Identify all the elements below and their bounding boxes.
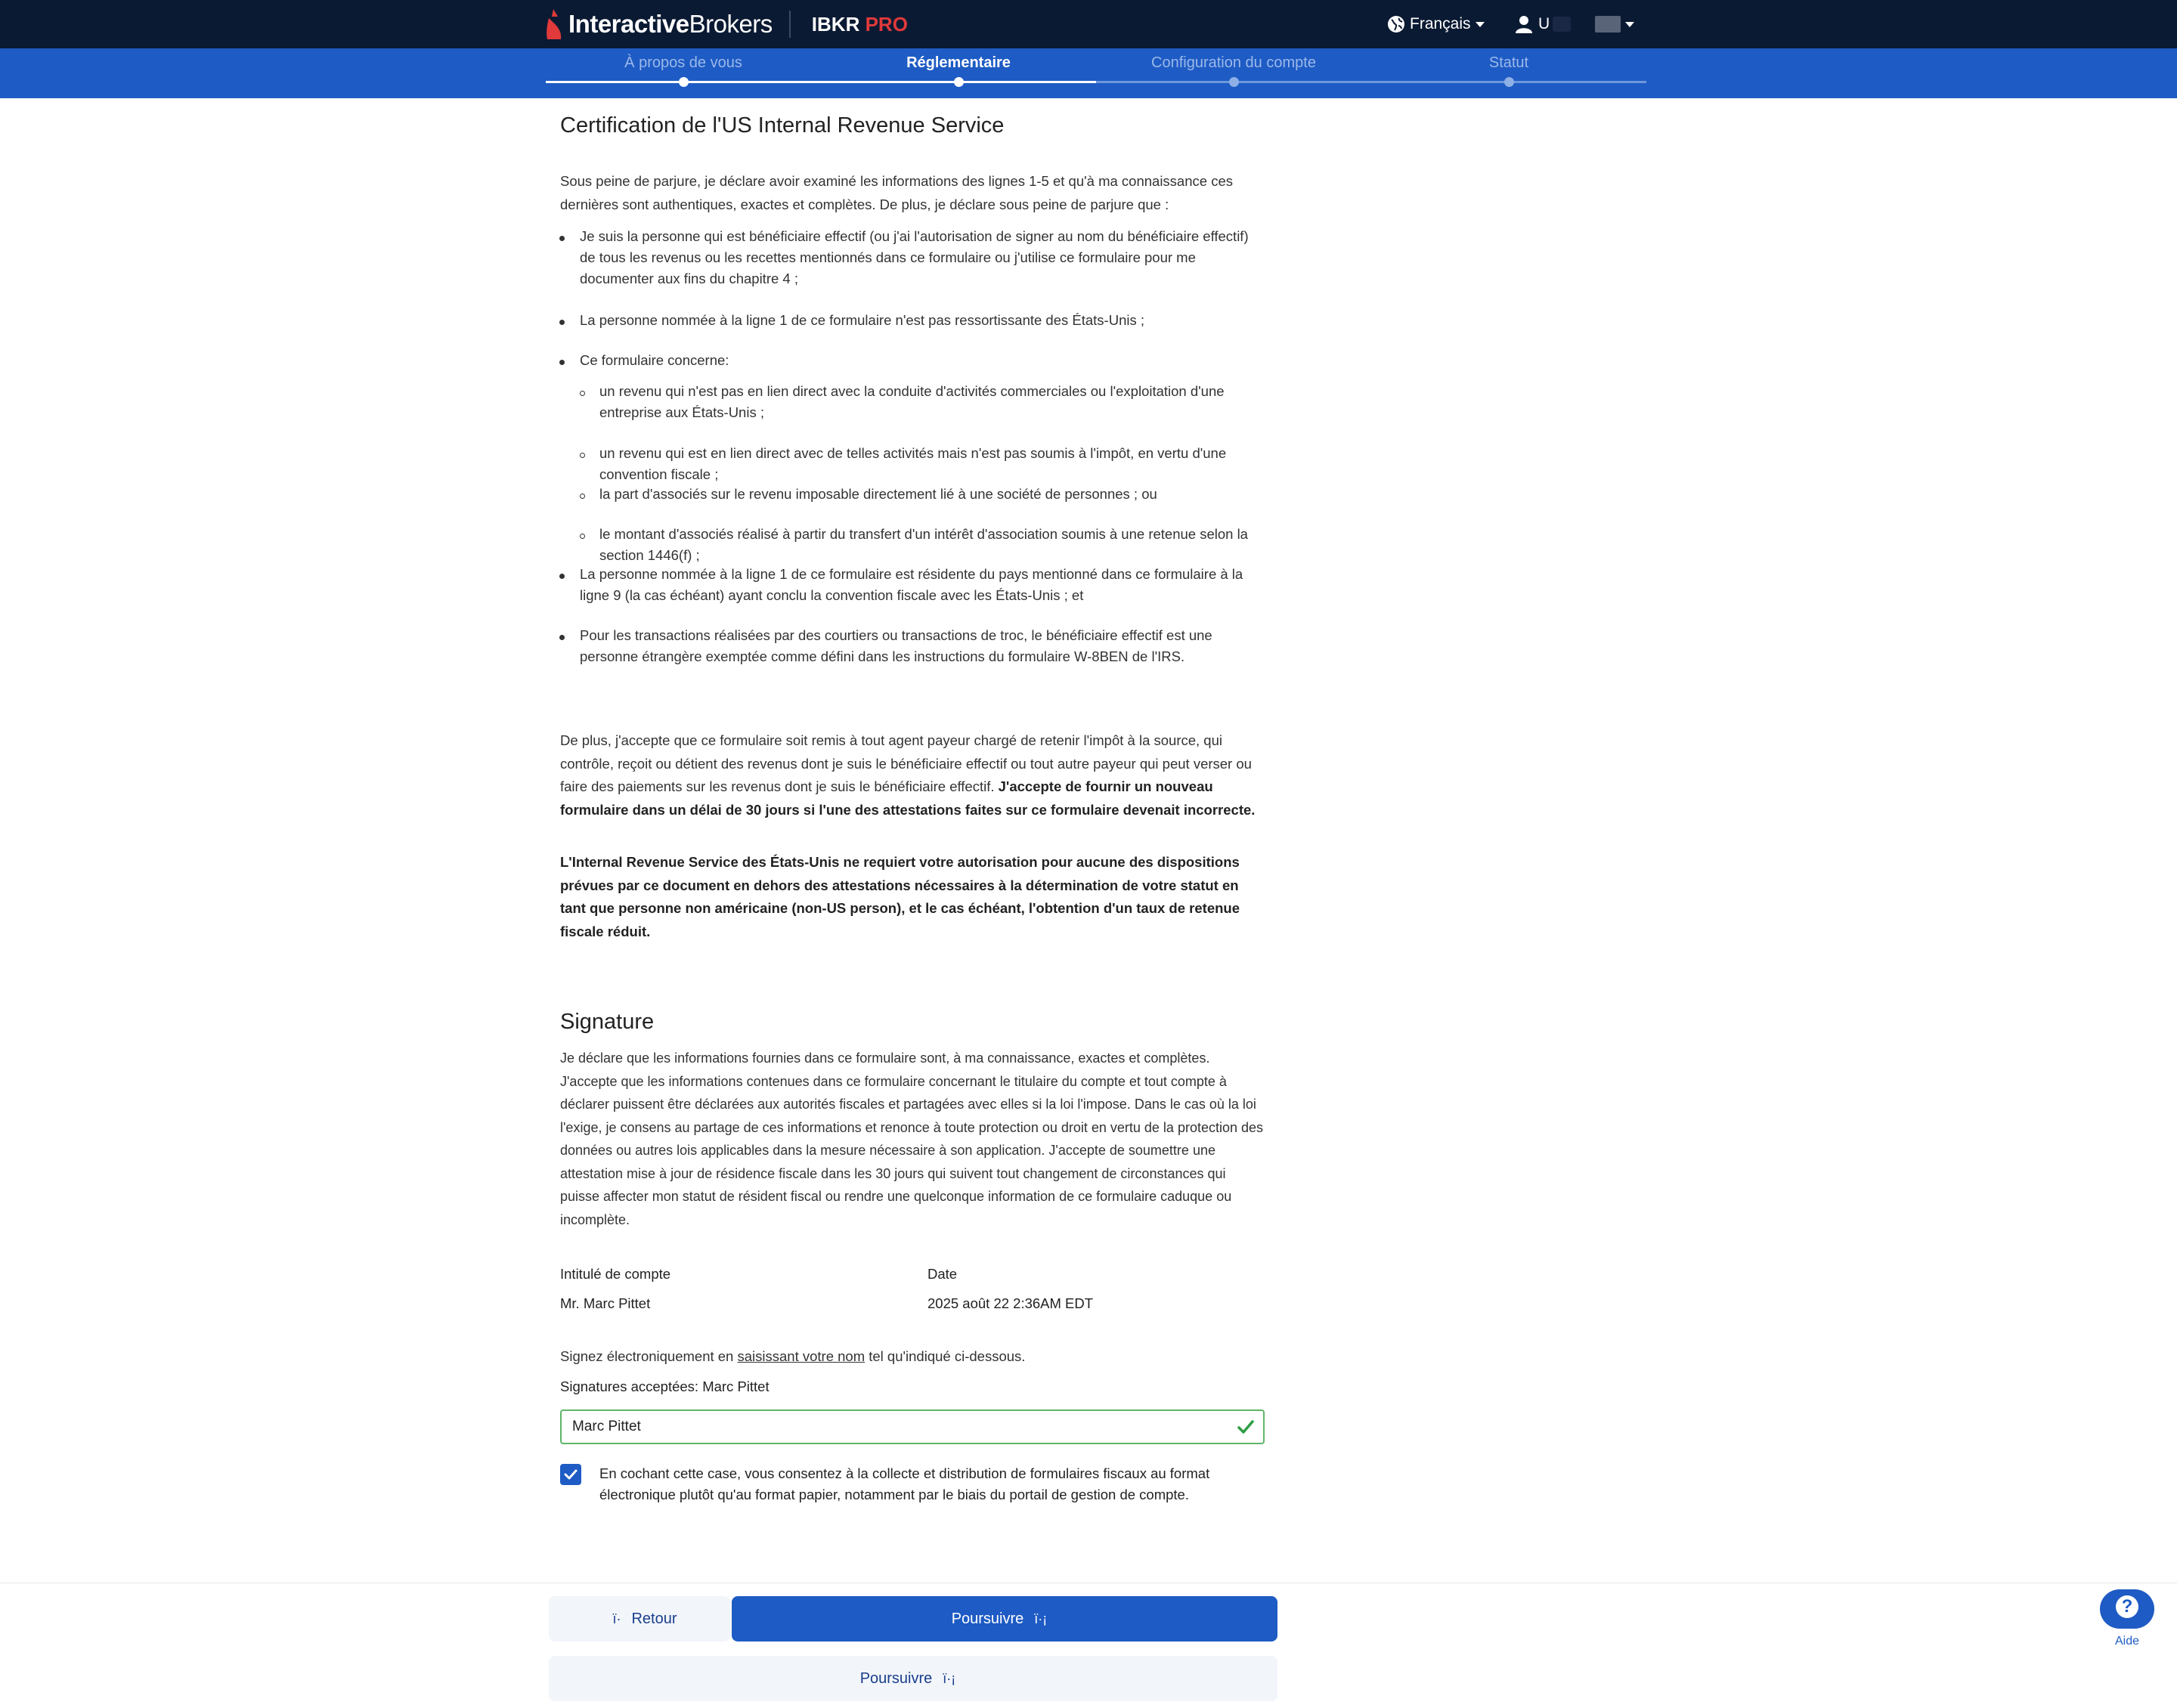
certification-intro: Sous peine de parjure, je déclare avoir examiné les informations des lignes 1-5 et qu'à ma connaissance ces dernières sont authentiques, exactes et complètes. De plus, je déclare sous peine de parjure que : [560, 173, 1233, 212]
continue-button-secondary-label: Poursuivre [859, 1669, 933, 1687]
certification-item-1: Je suis la personne qui est bénéficiaire effectif (ou j'ai l'autorisation de signer au nom du bénéficiaire effectif) de tous les revenus ou les recettes mentionnés dans ce formulaire ou j'utilise ce formulaire pour me documenter aux fins du chapitre 4 ; [580, 228, 1249, 286]
back-button[interactable] [549, 1596, 730, 1641]
certification-title: Certification de l'US Internal Revenue Service [560, 113, 1005, 138]
step-dot-active [954, 77, 964, 87]
account-title-label: Intitulé de compte [560, 1266, 671, 1282]
brand-logo[interactable] [546, 9, 908, 39]
sub-bullet [580, 494, 585, 499]
bullet [559, 360, 565, 365]
consent-checkbox[interactable] [560, 1464, 581, 1485]
bullet [559, 236, 565, 241]
consent-label[interactable]: En cochant cette case, vous consentez à la collecte et distribution de formulaires fiscaux au format électronique plutôt qu'au format papier, notamment par le biais du portail de gestion de compte. [599, 1465, 1210, 1502]
sub-bullet [580, 391, 585, 396]
continue-button[interactable] [732, 1596, 1277, 1641]
bullet [559, 635, 565, 640]
arrow-left-icon: ï· [612, 1611, 621, 1626]
step-status: Statut [1488, 54, 1529, 71]
signature-title: Signature [560, 1010, 655, 1034]
sign-instructions: Signez électroniquement en saisissant votre nom tel qu'indiqué ci-dessous. [560, 1348, 1026, 1364]
step-dot-todo [1504, 77, 1514, 87]
language-label: Français [1410, 15, 1471, 32]
globe-icon [1387, 15, 1405, 33]
signature-input[interactable] [560, 1409, 1265, 1444]
certification-item-5: Pour les transactions réalisées par des courtiers ou transactions de troc, le bénéficiaire effectif est une personne étrangère exemptée comme défini dans les instructions du formulaire W-8BEN de l'IRS. [580, 627, 1212, 664]
continue-button-secondary[interactable] [549, 1656, 1277, 1701]
sub-bullet [580, 453, 585, 458]
certification-item-2: La personne nommée à la ligne 1 de ce formulaire n'est pas ressortissante des États-Unis ; [580, 312, 1145, 328]
signature-input-value: Marc Pittet [572, 1419, 641, 1434]
language-selector[interactable] [1387, 11, 1485, 38]
certification-item-3: Ce formulaire concerne: [580, 352, 729, 368]
certification-item-4: La personne nommée à la ligne 1 de ce formulaire est résidente du pays mentionné dans ce formulaire à la ligne 9 (la cas échéant) ayant conclu la convention fiscale avec les États-Unis ; et [580, 566, 1243, 603]
chevron-down-icon [1476, 22, 1485, 27]
certification-subitem-2: un revenu qui est en lien direct avec de telles activités mais n'est pas soumis à l'impôt, en vertu d'une convention fiscale ; [599, 445, 1227, 482]
user-menu[interactable] [1516, 11, 1571, 38]
account-title-value: Mr. Marc Pittet [560, 1295, 651, 1311]
account-menu[interactable] [1595, 11, 1634, 38]
back-button-label: Retour [631, 1610, 677, 1627]
question-icon: ? [2116, 1595, 2138, 1618]
continue-button-label: Poursuivre [951, 1610, 1024, 1627]
step-dot-done [679, 77, 689, 87]
certification-subitem-3: la part d'associés sur le revenu imposable directement lié à une société de personnes ; ou [599, 486, 1157, 502]
accepted-signatures: Signatures acceptées: Marc Pittet [560, 1378, 770, 1394]
checkmark-valid-icon [1237, 1419, 1254, 1435]
step-regulatory[interactable]: Réglementaire [906, 54, 1011, 71]
sign-instructions-link[interactable]: saisissant votre nom [737, 1348, 866, 1364]
arrow-right-icon: ï·¡ [1034, 1611, 1048, 1626]
chevron-down-icon [1625, 22, 1634, 27]
certification-subitem-4: le montant d'associés réalisé à partir du transfert d'un intérêt d'association soumis à une retenue selon la section 1446(f) ; [599, 526, 1248, 563]
flag-logo-icon [546, 9, 562, 39]
help-button[interactable] [2100, 1589, 2154, 1635]
checkmark-icon [560, 1464, 581, 1485]
account-badge [1595, 16, 1621, 32]
product-name: IBKR PRO [811, 12, 908, 36]
chat-bubble-icon [2100, 1589, 2154, 1629]
progress-line-todo [1096, 81, 1646, 83]
step-dot-todo [1229, 77, 1239, 87]
step-about-you[interactable]: À propos de vous [624, 54, 742, 71]
user-icon [1516, 15, 1532, 33]
brand-name: InteractiveBrokers [568, 10, 773, 38]
arrow-right-icon: ï·¡ [943, 1670, 956, 1686]
bullet [559, 574, 565, 579]
date-label: Date [927, 1266, 958, 1282]
signature-declaration: Je déclare que les informations fournies dans ce formulaire sont, à ma connaissance, exactes et complètes. J'accepte que les informations contenues dans ce formulaire concernant le titulaire du compte et tout compte à déclarer puissent être déclarées aux autorités fiscales et partagées avec elles si la loi l'impose. Dans le cas où la loi l'exige, je consens au partage de ces informations et renonce à toute protection ou droit en vertu de la protection des données ou autres lois applicables dans la mesure nécessaire à son application. J'accepte de soumettre une attestation mise à jour de résidence fiscale dans les 30 jours qui suivent tout changement de circonstances qui puisse affecter mon statut de résident fiscal ou rendre une quelconque information de ce formulaire caduque ou incomplète. [560, 1050, 1264, 1227]
step-account-config: Configuration du compte [1151, 54, 1316, 71]
help-label[interactable]: Aide [2114, 1635, 2140, 1648]
progress-line-done [546, 81, 1096, 83]
certification-paragraph-2: L'Internal Revenue Service des États-Unis ne requiert votre autorisation pour aucune des dispositions prévues par ce document en dehors des attestations nécessaires à la détermination de votre statut en tant que personne non américaine (non-US person), et le cas échéant, l'obtention d'un taux de retenue fiscale réduit. [560, 854, 1240, 939]
date-value: 2025 août 22 2:36AM EDT [927, 1295, 1094, 1311]
certification-paragraph-1: De plus, j'accepte que ce formulaire soit remis à tout agent payeur chargé de retenir l'impôt à la source, qui contrôle, reçoit ou détient des revenus dont je suis le bénéficiaire effectif ou tout autre payeur qui peut verser ou faire des paiements sur les revenus dont je suis le bénéficiaire effectif. J'accepte de fournir un nouveau formulaire dans un délai de 30 jours si l'une des attestations faites sur ce formulaire devenait incorrecte. [560, 732, 1256, 818]
sub-bullet [580, 534, 585, 539]
top-navbar [0, 0, 2177, 48]
progress-steps [0, 48, 2177, 98]
bullet [559, 320, 565, 325]
user-id-mask [1553, 17, 1571, 32]
user-initial: U [1538, 15, 1550, 32]
brand-separator [789, 11, 791, 38]
certification-subitem-1: un revenu qui n'est pas en lien direct avec la conduite d'activités commerciales ou l'exploitation d'une entreprise aux États-Unis ; [599, 383, 1225, 420]
